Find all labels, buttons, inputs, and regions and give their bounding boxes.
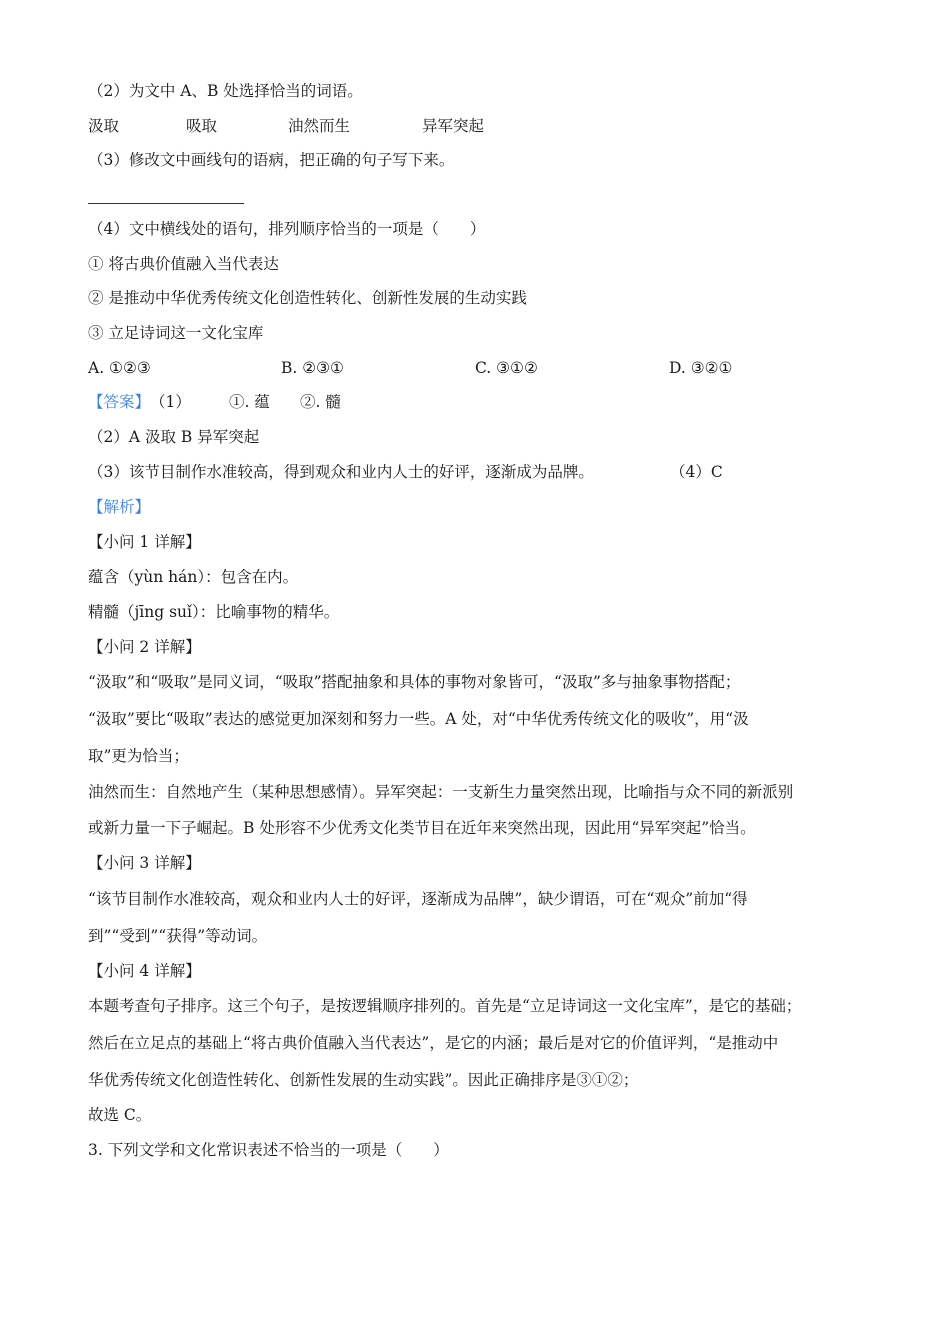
word-option: 汲取 [88,117,120,135]
analysis-text: 或新力量一下子崛起。B 处形容不少优秀文化类节目在近年来突然出现，因此用“异军突起”恰当。 [88,819,756,837]
word-option: 油然而生 [288,117,351,135]
choice-c: C. ③①② [475,359,538,377]
analysis-text: 取”更为恰当； [88,747,189,765]
answer-label: 【答案】 [88,393,151,411]
choice-d: D. ③②① [669,359,733,377]
answer-3: （3）该节目制作水准较高，得到观众和业内人士的好评，逐渐成为品牌。 [88,463,594,481]
word-option: 异军突起 [422,117,485,135]
sub-question-2-title: 【小问 2 详解】 [88,638,201,656]
sentence-item-3: ③ 立足诗词这一文化宝库 [88,324,264,342]
answer-4: （4）C [670,463,723,481]
analysis-text: “汲取”和“吸取”是同义词，“吸取”搭配抽象和具体的事物对象皆可，“汲取”多与抽象事物搭配； [88,673,741,691]
answer-blank-line [88,203,244,204]
analysis-text: 然后在立足点的基础上“将古典价值融入当代表达”，是它的内涵；最后是对它的价值评判，“是推动中 [88,1034,779,1052]
analysis-text: 华优秀传统文化创造性转化、创新性发展的生动实践”。因此正确排序是③①②； [88,1071,639,1089]
analysis-text: 油然而生：自然地产生（某种思想感情）。异军突起：一支新生力量突然出现，比喻指与众不同的新派别 [88,783,794,801]
analysis-text: 精髓（jīng suǐ）：比喻事物的精华。 [88,603,340,621]
analysis-text: 本题考查句子排序。这三个句子，是按逻辑顺序排列的。首先是“立足诗词这一文化宝库”，是它的基础； [88,997,802,1015]
analysis-text: 蕴含（yùn hán）：包含在内。 [88,568,299,586]
analysis-text: “该节目制作水准较高，观众和业内人士的好评，逐渐成为品牌”，缺少谓语，可在“观众”前加“得 [88,890,748,908]
sentence-item-2: ② 是推动中华优秀传统文化创造性转化、创新性发展的生动实践 [88,289,527,307]
sub-question-1-title: 【小问 1 详解】 [88,533,201,551]
next-question: 3. 下列文学和文化常识表述不恰当的一项是（ ） [88,1141,449,1159]
sentence-item-1: ① 将古典价值融入当代表达 [88,255,279,273]
word-option: 吸取 [186,117,218,135]
answer-1-part-2: ②. 髓 [300,393,341,411]
answer-1-number: （1） [150,393,191,411]
choice-b: B. ②③① [281,359,344,377]
analysis-text: 故选 C。 [88,1106,152,1124]
analysis-label: 【解析】 [88,498,151,516]
question-2-prompt: （2）为文中 A、B 处选择恰当的词语。 [88,82,363,100]
choice-a: A. ①②③ [88,359,151,377]
sub-question-3-title: 【小问 3 详解】 [88,854,201,872]
question-4-prompt: （4）文中横线处的语句，排列顺序恰当的一项是（ ） [88,220,486,238]
analysis-text: 到”“受到”“获得”等动词。 [88,927,268,945]
sub-question-4-title: 【小问 4 详解】 [88,962,201,980]
question-3-prompt: （3）修改文中画线句的语病，把正确的句子写下来。 [88,151,455,169]
answer-1-part-1: ①. 蕴 [229,393,270,411]
answer-2: （2）A 汲取 B 异军突起 [88,428,260,446]
analysis-text: “汲取”要比“吸取”表达的感觉更加深刻和努力一些。A 处，对“中华优秀传统文化的吸收”，用“汲 [88,710,749,728]
